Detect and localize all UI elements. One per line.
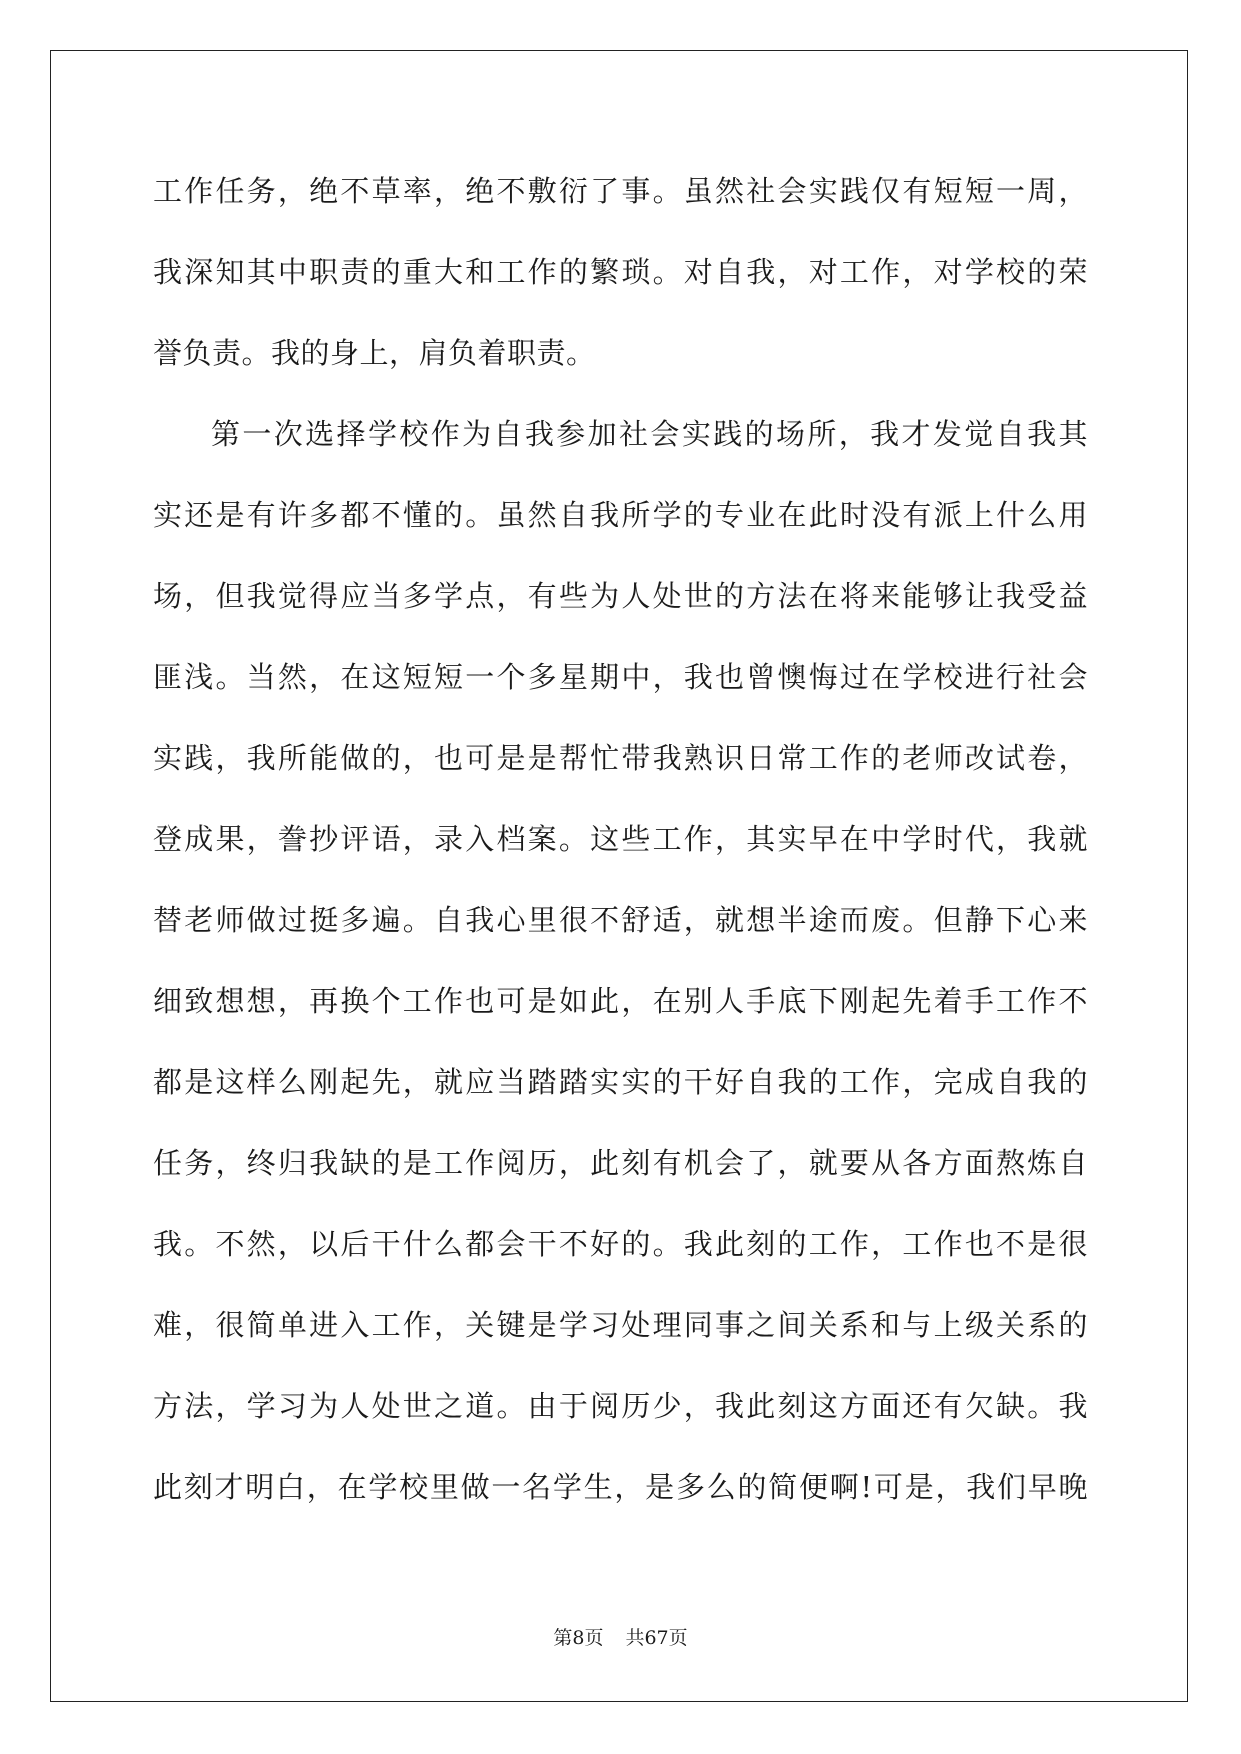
page-footer <box>0 1626 1241 1650</box>
text-line: 都是这样么刚起先，就应当踏踏实实的干好自我的工作，完成自我的 <box>153 1065 1088 1099</box>
text-line: 我。不然，以后干什么都会干不好的。我此刻的工作，工作也不是很 <box>153 1227 1088 1261</box>
text-line: 此刻才明白，在学校里做一名学生，是多么的简便啊!可是，我们早晚 <box>153 1470 1088 1504</box>
text-line: 场，但我觉得应当多学点，有些为人处世的方法在将来能够让我受益 <box>153 579 1088 613</box>
text-line: 替老师做过挺多遍。自我心里很不舒适，就想半途而废。但静下心来 <box>153 903 1088 937</box>
text-line: 细致想想，再换个工作也可是如此，在别人手底下刚起先着手工作不 <box>153 984 1088 1018</box>
page-number: 第8页 <box>553 1627 604 1649</box>
page-total: 共67页 <box>625 1627 688 1649</box>
text-line: 我深知其中职责的重大和工作的繁琐。对自我，对工作，对学校的荣 <box>153 255 1088 289</box>
paragraph-first-line: 第一次选择学校作为自我参加社会实践的场所，我才发觉自我其 <box>211 417 1088 451</box>
text-line: 实践，我所能做的，也可是是帮忙带我熟识日常工作的老师改试卷， <box>153 741 1088 775</box>
text-line: 匪浅。当然，在这短短一个多星期中，我也曾懊悔过在学校进行社会 <box>153 660 1088 694</box>
text-line: 方法，学习为人处世之道。由于阅历少，我此刻这方面还有欠缺。我 <box>153 1389 1088 1423</box>
text-line: 工作任务，绝不草率，绝不敷衍了事。虽然社会实践仅有短短一周， <box>153 174 1088 208</box>
text-line: 登成果，誊抄评语，录入档案。这些工作，其实早在中学时代，我就 <box>153 822 1088 856</box>
text-line: 誉负责。我的身上，肩负着职责。 <box>153 336 596 370</box>
document-body <box>153 163 1088 1540</box>
text-line: 实还是有许多都不懂的。虽然自我所学的专业在此时没有派上什么用 <box>153 498 1088 532</box>
text-line: 难，很简单进入工作，关键是学习处理同事之间关系和与上级关系的 <box>153 1308 1088 1342</box>
text-line: 任务，终归我缺的是工作阅历，此刻有机会了，就要从各方面熬炼自 <box>153 1146 1088 1180</box>
